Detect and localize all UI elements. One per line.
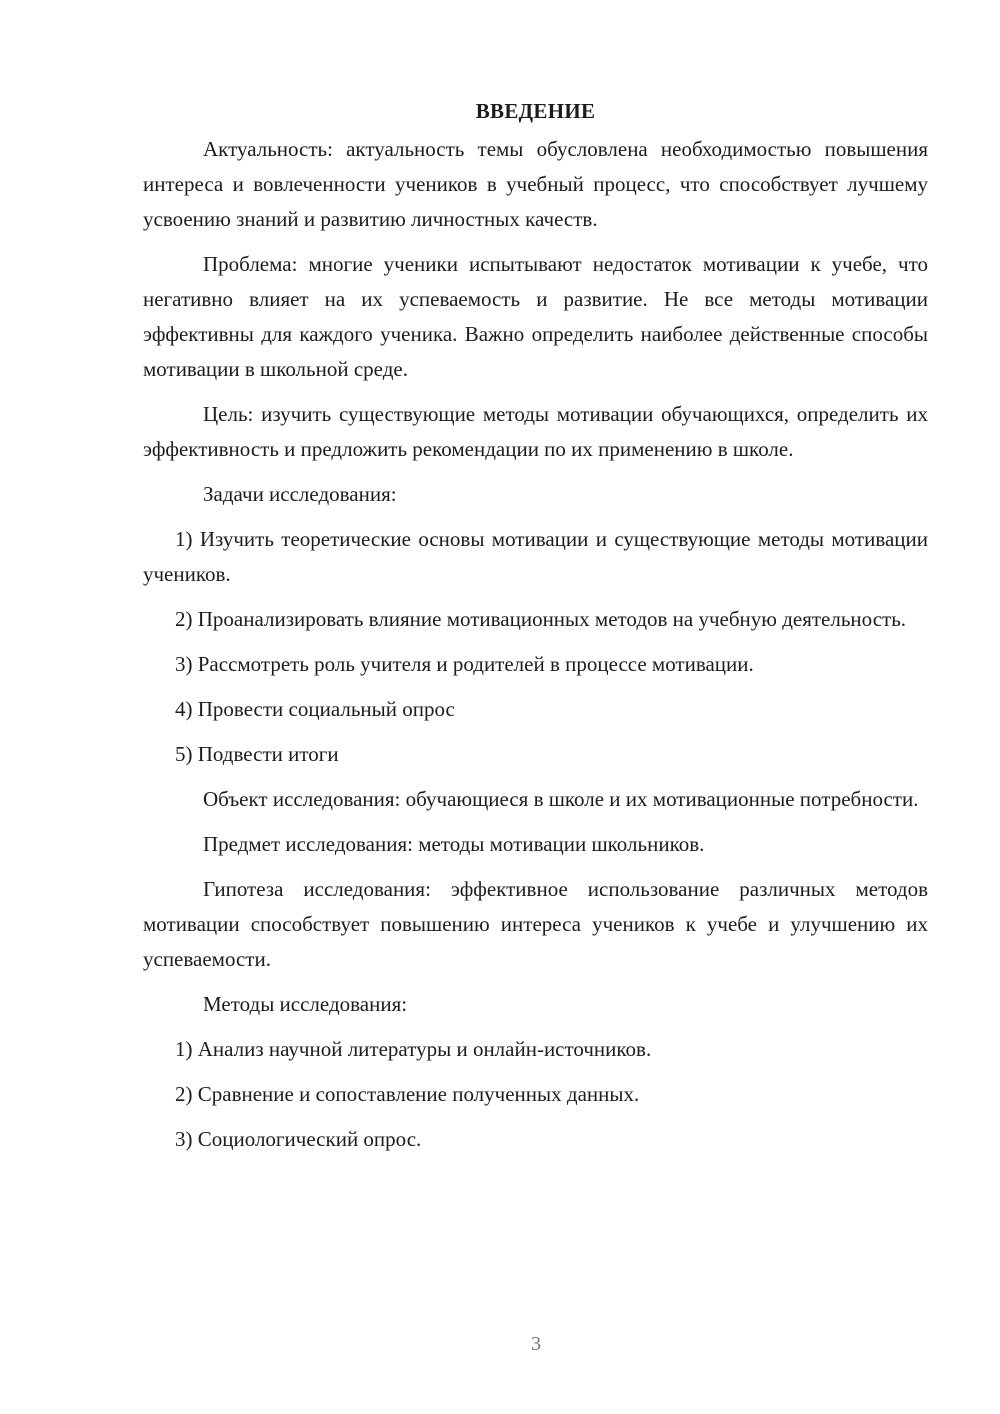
paragraph-relevance: Актуальность: актуальность темы обусловлена необходимостью повышения интереса и вовлеченности учеников в учебный процесс, что способствует лучшему усвоению знаний и развитию личностных качеств. bbox=[143, 137, 928, 231]
paragraph-problem: Проблема: многие ученики испытывают недостаток мотивации к учебе, что негативно влияет на их успеваемость и развитие. Не все методы мотивации эффективны для каждого ученика. Важно определить наиболее действенные способы мотивации в школьной среде. bbox=[143, 252, 928, 381]
method-item-1: 1) Анализ научной литературы и онлайн-источников. bbox=[175, 1037, 652, 1061]
method-item-3: 3) Социологический опрос. bbox=[175, 1127, 422, 1151]
page-content bbox=[143, 96, 928, 1167]
method-item-2: 2) Сравнение и сопоставление полученных данных. bbox=[175, 1082, 640, 1106]
task-item-5: 5) Подвести итоги bbox=[175, 742, 339, 766]
page-title: ВВЕДЕНИЕ bbox=[475, 99, 596, 123]
task-item-3: 3) Рассмотреть роль учителя и родителей в процессе мотивации. bbox=[175, 652, 754, 676]
task-item-2: 2) Проанализировать влияние мотивационных методов на учебную деятельность. bbox=[175, 607, 907, 631]
paragraph-subject: Предмет исследования: методы мотивации школьников. bbox=[203, 832, 705, 856]
paragraph-hypothesis: Гипотеза исследования: эффективное использование различных методов мотивации способствует повышению интереса учеников к учебе и улучшению их успеваемости. bbox=[143, 877, 928, 971]
task-item-1: 1) Изучить теоретические основы мотивации и существующие методы мотивации учеников. bbox=[143, 527, 928, 586]
paragraph-goal: Цель: изучить существующие методы мотивации обучающихся, определить их эффективность и предложить рекомендации по их применению в школе. bbox=[143, 402, 928, 461]
page-number: 3 bbox=[531, 1333, 541, 1355]
tasks-heading: Задачи исследования: bbox=[203, 482, 397, 506]
paragraph-object: Объект исследования: обучающиеся в школе и их мотивационные потребности. bbox=[203, 787, 919, 811]
methods-heading: Методы исследования: bbox=[203, 992, 408, 1016]
task-item-4: 4) Провести социальный опрос bbox=[175, 697, 455, 721]
